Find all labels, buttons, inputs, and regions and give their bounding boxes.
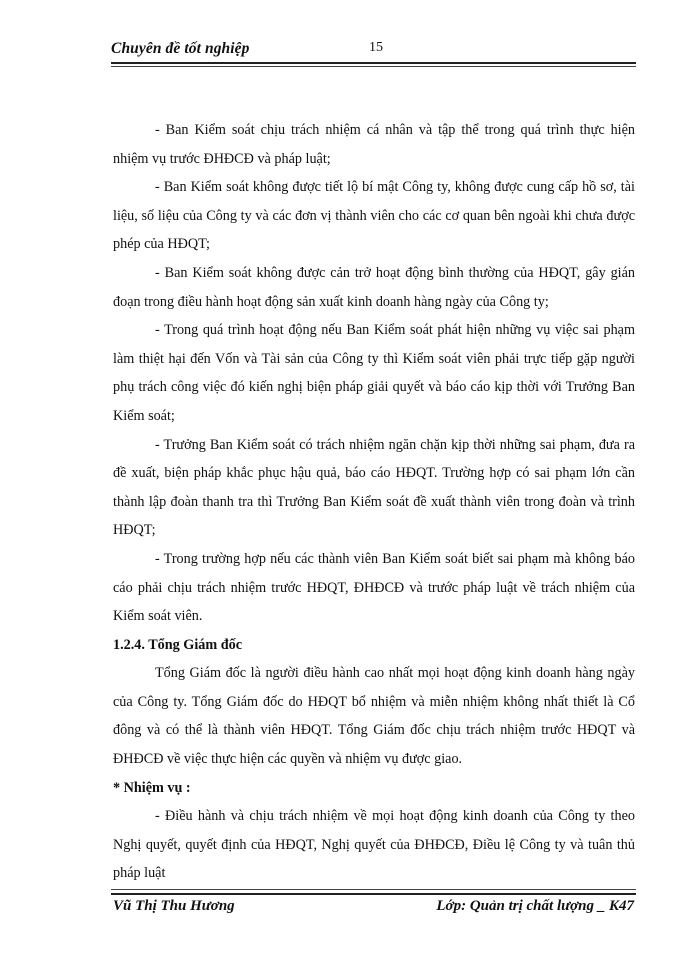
header-divider xyxy=(111,62,636,64)
paragraph-2: - Ban Kiểm soát không được tiết lộ bí mật Công ty, không được cung cấp hồ sơ, tài liệu, số liệu của Công ty và các đơn vị thành viên cho các cơ quan bên ngoài khi chưa được phép của HĐQT; xyxy=(113,179,635,253)
section-paragraph: Tổng Giám đốc là người điều hành cao nhất mọi hoạt động kinh doanh hàng ngày của Công ty. Tổng Giám đốc do HĐQT bổ nhiệm và miễn nhiệm không nhất thiết là Cổ đông và có thể là thành viên HĐQT. Tổng Giám đốc chịu trách nhiệm trước HĐQT và ĐHĐCĐ về việc thực hiện các quyền và nhiệm vụ được giao. xyxy=(113,665,635,768)
paragraph-5: - Trưởng Ban Kiểm soát có trách nhiệm ngăn chặn kịp thời những sai phạm, đưa ra đề xuất, biện pháp khắc phục hậu quả, báo cáo HĐQT. Trường hợp có sai phạm lớn cần thành lập đoàn thanh tra thì Trưởng Ban Kiểm soát đề xuất thành viên trong đoàn và trình HĐQT; xyxy=(113,436,635,539)
paragraph-3: - Ban Kiểm soát không được cản trở hoạt động bình thường của HĐQT, gây gián đoạn trong điều hành hoạt động sản xuất kinh doanh hàng ngày của Công ty; xyxy=(113,264,635,310)
section-heading: 1.2.4. Tổng Giám đốc xyxy=(113,636,243,653)
duties-paragraph: - Điều hành và chịu trách nhiệm về mọi hoạt động kinh doanh của Công ty theo Nghị quyết, quyết định của HĐQT, Nghị quyết của ĐHĐCĐ, Điều lệ Công ty và tuân thủ pháp luật xyxy=(113,808,635,882)
footer-divider xyxy=(111,893,636,895)
page-header xyxy=(111,36,636,70)
page-body xyxy=(113,116,635,888)
duties-heading: * Nhiệm vụ : xyxy=(113,779,191,796)
paragraph-6: - Trong trường hợp nếu các thành viên Ban Kiểm soát biết sai phạm mà không báo cáo phải chịu trách nhiệm trước HĐQT, ĐHĐCĐ và trước pháp luật về trách nhiệm của Kiểm soát viên. xyxy=(113,550,635,625)
footer-divider-thin xyxy=(111,889,636,890)
page-number: 15 xyxy=(369,40,383,55)
footer-class: Lớp: Quản trị chất lượng _ K47 xyxy=(436,898,634,914)
footer-author: Vũ Thị Thu Hương xyxy=(113,898,235,914)
header-title: Chuyên đề tốt nghiệp xyxy=(111,40,250,57)
paragraph-4: - Trong quá trình hoạt động nếu Ban Kiểm soát phát hiện những vụ việc sai phạm làm thiệt hại đến Vốn và Tài sản của Công ty thì Kiểm soát viên phải trực tiếp gặp người phụ trách công việc đó kiến nghị biện pháp giải quyết và báo cáo kịp thời với Trưởng Ban Kiểm soát; xyxy=(113,322,635,424)
header-divider-thin xyxy=(111,66,636,67)
paragraph-1: - Ban Kiểm soát chịu trách nhiệm cá nhân và tập thể trong quá trình thực hiện nhiệm vụ trước ĐHĐCĐ và pháp luật; xyxy=(113,122,635,167)
